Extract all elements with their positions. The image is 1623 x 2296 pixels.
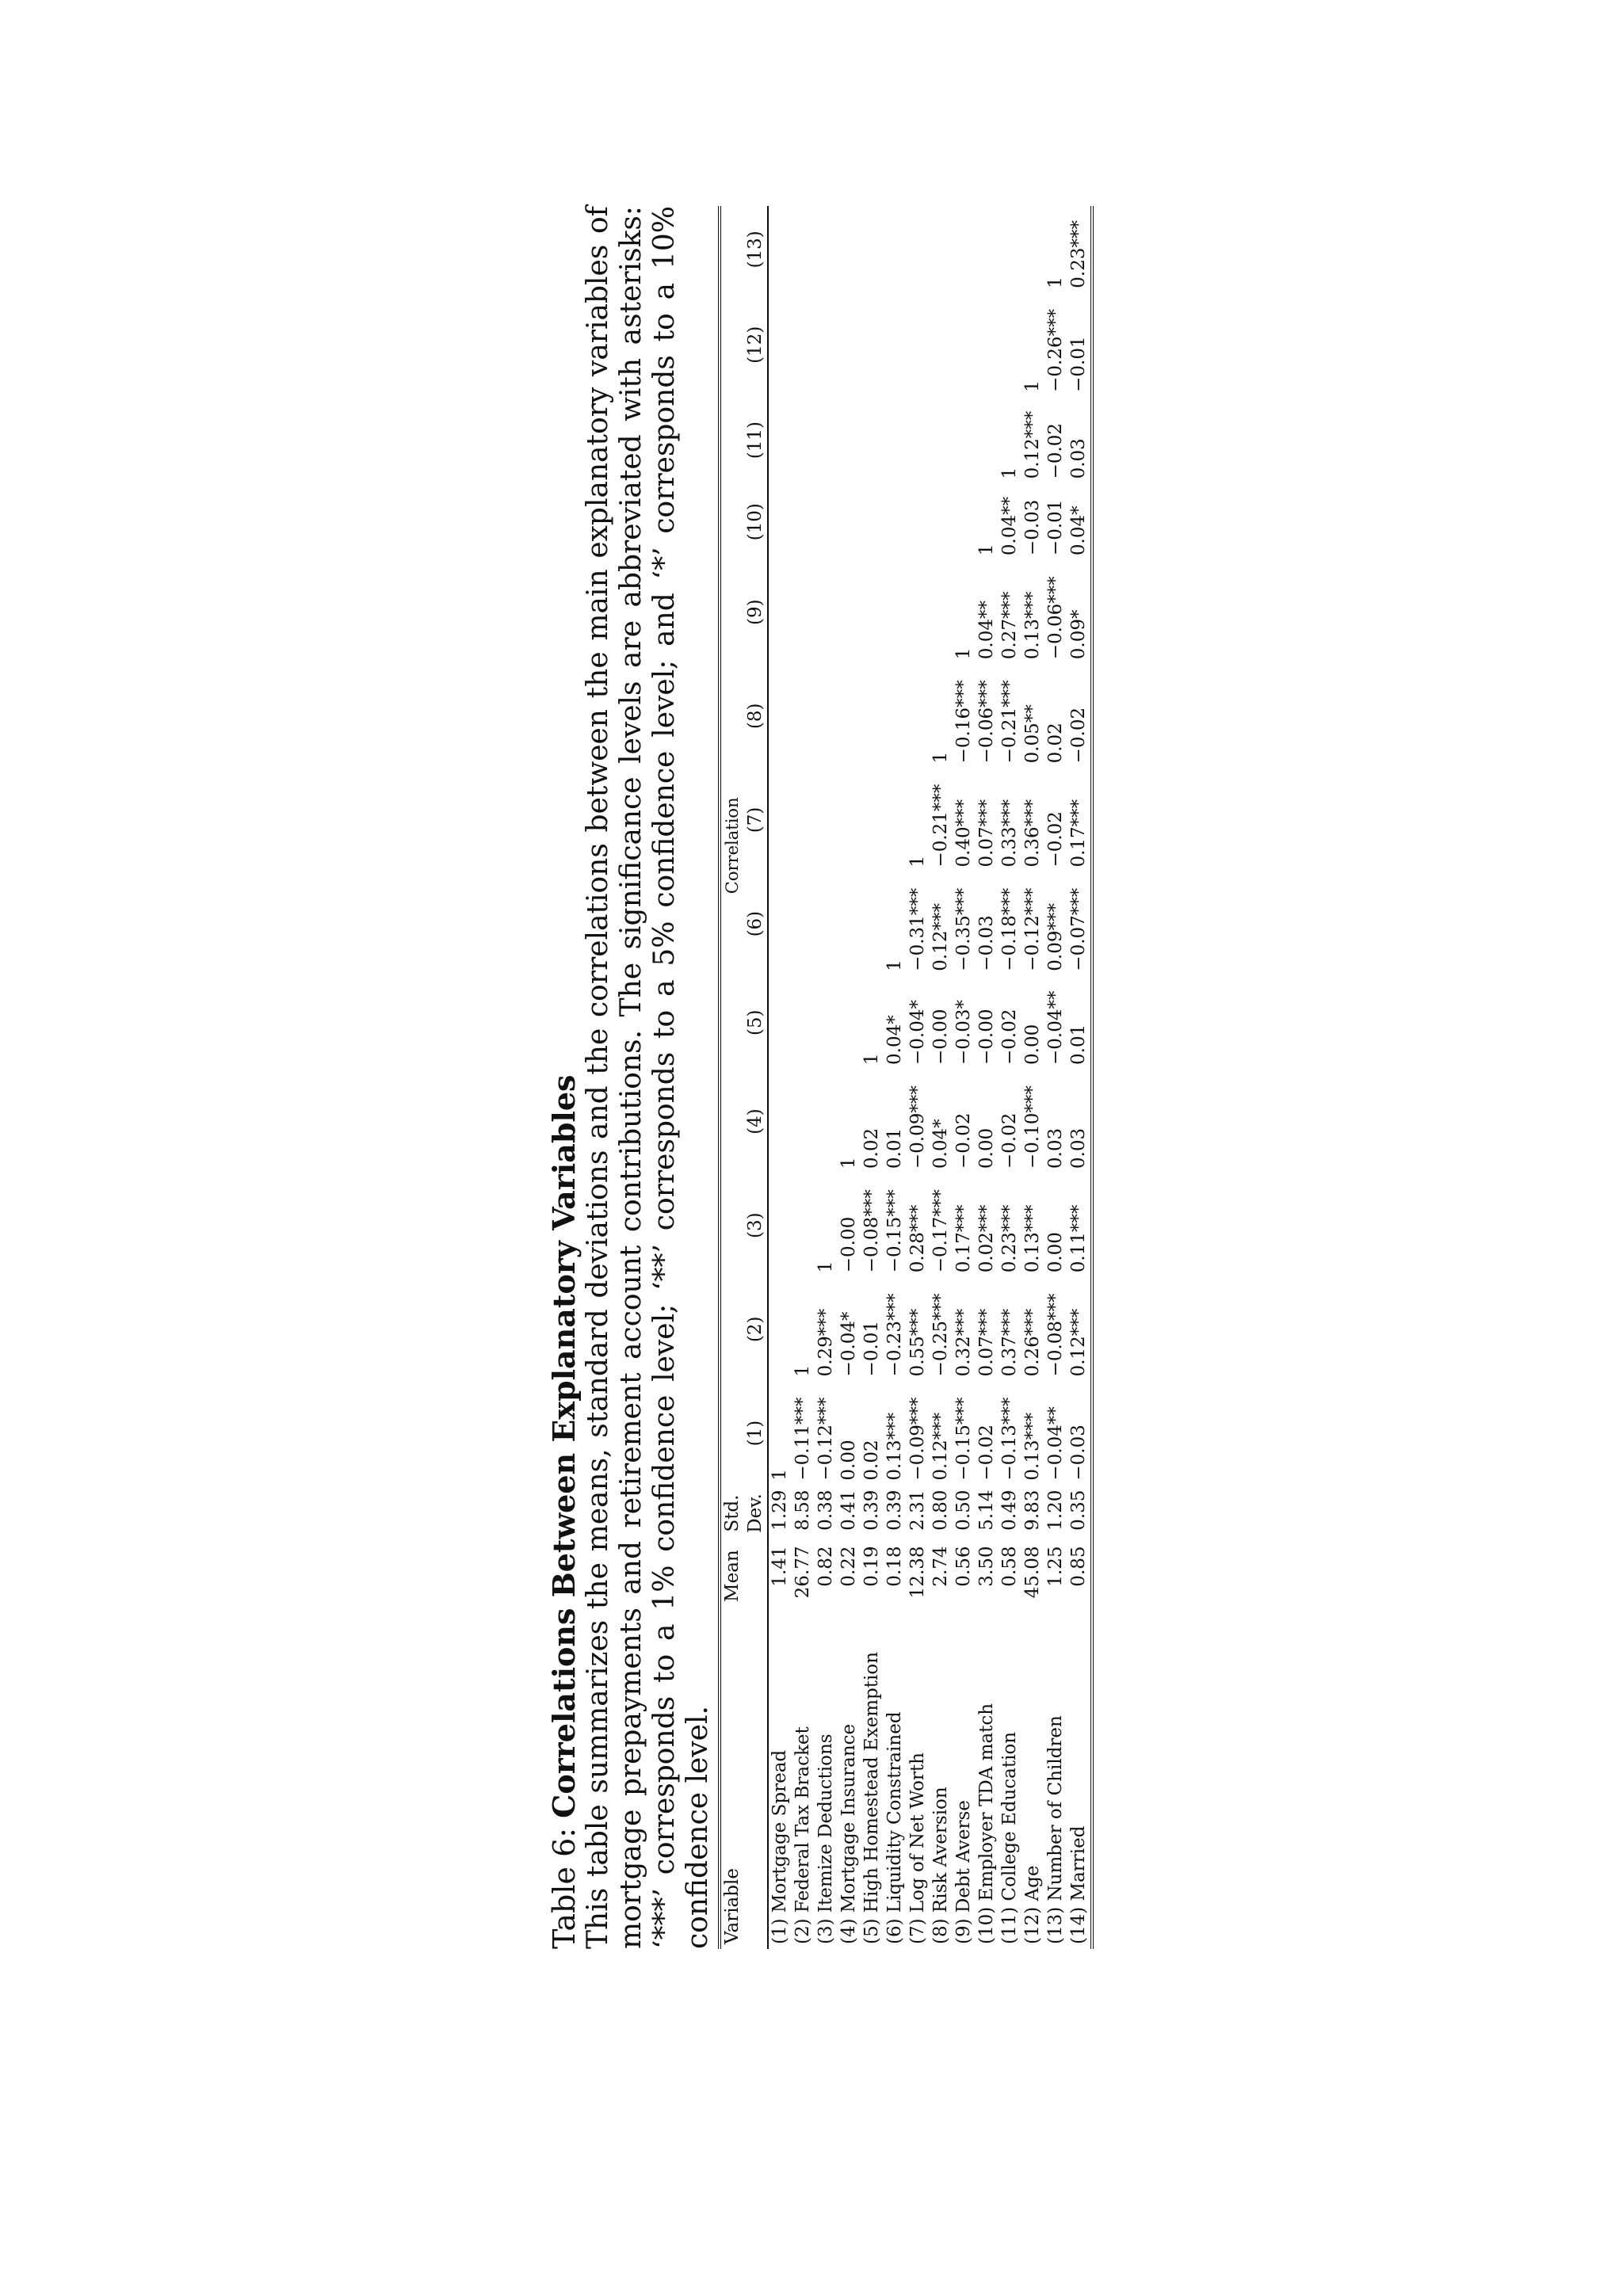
correlation-cell bbox=[953, 483, 976, 560]
correlation-cell: 0.07*** bbox=[976, 1308, 997, 1377]
correlation-cell bbox=[907, 483, 930, 560]
correlation-cell bbox=[907, 664, 930, 768]
correlation-cell: −0.08*** bbox=[1045, 1293, 1066, 1377]
correlation-cell bbox=[792, 293, 815, 397]
correlation-cell: 0.02 bbox=[1045, 723, 1066, 764]
variable-name: (14) Married bbox=[1067, 1611, 1092, 1949]
correlation-cell: −0.10*** bbox=[1022, 1085, 1043, 1169]
correlation-cell: −0.02 bbox=[999, 1112, 1020, 1169]
mean-value: 1.41 bbox=[768, 1541, 792, 1610]
correlation-cell: 0.40*** bbox=[953, 799, 974, 868]
correlation-cell: 0.02 bbox=[861, 1127, 882, 1169]
correlation-cell bbox=[907, 560, 930, 664]
variable-name: (2) Federal Tax Bracket bbox=[792, 1726, 813, 1944]
column-number-header: (4) bbox=[745, 1108, 766, 1135]
correlation-cell bbox=[815, 206, 838, 293]
correlation-cell bbox=[838, 293, 861, 397]
table-row bbox=[907, 206, 930, 1949]
correlation-cell: 0.03 bbox=[1067, 1070, 1092, 1173]
correlation-cell: −0.21*** bbox=[930, 784, 951, 868]
std-dev-value: 0.41 bbox=[838, 1489, 859, 1531]
correlation-cell: −0.17*** bbox=[930, 1189, 951, 1273]
correlation-cell: 0.12*** bbox=[930, 1412, 951, 1481]
mean-value: 26.77 bbox=[792, 1546, 813, 1599]
correlation-cell bbox=[838, 664, 861, 768]
correlation-cell: −0.15*** bbox=[884, 1189, 905, 1273]
correlation-cell: −0.00 bbox=[930, 1009, 951, 1065]
correlation-cell: 0.28*** bbox=[907, 1204, 928, 1273]
correlation-cell: −0.04** bbox=[1045, 1406, 1066, 1481]
correlation-cell: −0.35*** bbox=[953, 887, 974, 971]
column-number-header: (7) bbox=[745, 807, 766, 833]
correlation-cell bbox=[999, 206, 1022, 293]
correlation-cell bbox=[884, 206, 907, 293]
correlation-cell bbox=[768, 1173, 792, 1277]
correlation-cell bbox=[861, 664, 884, 768]
mean-value: 12.38 bbox=[907, 1546, 928, 1599]
correlation-cell bbox=[792, 206, 815, 293]
correlation-cell: 0.55*** bbox=[907, 1308, 928, 1377]
correlation-cell: 1 bbox=[930, 751, 951, 764]
std-dev-value: 0.39 bbox=[861, 1489, 882, 1531]
correlation-cell: −0.07*** bbox=[1067, 872, 1092, 976]
std-dev-value: 1.29 bbox=[768, 1486, 792, 1542]
mean-value: 0.85 bbox=[1067, 1541, 1092, 1610]
correlation-cell bbox=[838, 976, 861, 1070]
variable-name: (3) Itemize Deductions bbox=[815, 1733, 836, 1944]
correlation-cell bbox=[884, 560, 907, 664]
correlation-cell: −0.06*** bbox=[1045, 576, 1066, 660]
table-caption-heading bbox=[547, 206, 582, 1949]
correlation-cell bbox=[976, 293, 999, 397]
correlation-cell bbox=[884, 397, 907, 484]
correlation-cell bbox=[792, 976, 815, 1070]
table-row bbox=[953, 206, 976, 1949]
correlation-cell: 0.02 bbox=[861, 1440, 882, 1481]
correlation-cell bbox=[861, 768, 884, 871]
table-description: This table summarizes the means, standard deviations and the correlations between the main explanatory variables of mortgage prepayments and retirement account contributions. The significance levels are abbreviated with asterisks: ‘***’ corresponds to a 1% confidence level; ‘**’ corresponds to a 5% confidence level; and ‘*’ corresponds to a 10% confidence level. bbox=[582, 206, 714, 1949]
correlation-cell bbox=[792, 1173, 815, 1277]
correlation-cell bbox=[861, 397, 884, 484]
correlation-cell: −0.12*** bbox=[815, 1397, 836, 1481]
std-header-line2: Dev. bbox=[745, 1493, 766, 1533]
std-dev-value: 9.83 bbox=[1022, 1489, 1043, 1531]
std-dev-value: 0.38 bbox=[815, 1489, 836, 1531]
correlation-cell bbox=[976, 397, 999, 484]
correlation-cell bbox=[792, 397, 815, 484]
correlation-cell bbox=[792, 872, 815, 976]
correlation-cell: 0.17*** bbox=[1067, 768, 1092, 871]
correlation-cell bbox=[838, 483, 861, 560]
column-number-header: (8) bbox=[745, 703, 766, 730]
correlation-cell: 0.12*** bbox=[1022, 410, 1043, 479]
correlation-cell: −0.02 bbox=[1045, 422, 1066, 479]
std-dev-value: 0.80 bbox=[930, 1489, 951, 1531]
column-number-header: (1) bbox=[745, 1420, 766, 1447]
correlation-cell bbox=[838, 560, 861, 664]
table-body bbox=[768, 206, 1092, 1949]
correlation-cell: −0.11*** bbox=[792, 1397, 813, 1481]
correlation-cell: −0.06*** bbox=[976, 680, 997, 764]
correlation-cell: 1 bbox=[976, 543, 997, 556]
correlation-cell: 0.37*** bbox=[999, 1308, 1020, 1377]
correlation-cell bbox=[907, 206, 930, 293]
correlation-cell: 0.04* bbox=[884, 1015, 905, 1065]
correlation-cell: 0.05** bbox=[1022, 704, 1043, 764]
correlation-cell: −0.26*** bbox=[1045, 308, 1066, 392]
correlation-cell: −0.21*** bbox=[999, 680, 1020, 764]
table-row bbox=[861, 206, 884, 1949]
table-row bbox=[884, 206, 907, 1949]
correlation-cell: −0.03* bbox=[953, 999, 974, 1065]
correlation-cell: −0.00 bbox=[976, 1009, 997, 1065]
correlation-cell: 0.02*** bbox=[976, 1204, 997, 1273]
correlation-cell: 0.00 bbox=[1045, 1232, 1066, 1273]
column-number-header: (6) bbox=[745, 910, 766, 937]
table-row bbox=[838, 206, 861, 1949]
correlation-cell: 0.11*** bbox=[1067, 1173, 1092, 1277]
correlation-cell: 0.00 bbox=[1022, 1024, 1043, 1065]
column-number-header: (13) bbox=[745, 231, 766, 269]
correlation-cell: −0.08*** bbox=[861, 1189, 882, 1273]
correlation-cell bbox=[930, 560, 953, 664]
correlation-cell: 0.03 bbox=[1045, 1127, 1066, 1169]
correlation-cell: −0.03 bbox=[1022, 499, 1043, 556]
column-number-header: (5) bbox=[745, 1009, 766, 1036]
correlation-cell: 1 bbox=[884, 959, 905, 971]
table-label: Table 6: bbox=[547, 1827, 582, 1949]
variable-name: (10) Employer TDA match bbox=[976, 1703, 997, 1944]
correlation-cell: 0.29*** bbox=[815, 1308, 836, 1377]
column-number-header: (9) bbox=[745, 599, 766, 625]
correlation-cell: 1 bbox=[953, 647, 974, 660]
correlation-cell: −0.25*** bbox=[930, 1293, 951, 1377]
header-row-2 bbox=[744, 206, 768, 1949]
table-row bbox=[815, 206, 838, 1949]
correlation-cell: 0.27*** bbox=[999, 591, 1020, 660]
correlation-cell bbox=[768, 976, 792, 1070]
correlation-cell: 1 bbox=[861, 1053, 882, 1065]
correlation-cell: −0.31*** bbox=[907, 887, 928, 971]
variable-name: (12) Age bbox=[1022, 1865, 1043, 1944]
correlation-cell bbox=[792, 664, 815, 768]
correlation-cell bbox=[884, 293, 907, 397]
correlation-cell: 0.12*** bbox=[1067, 1277, 1092, 1381]
correlation-cell: 0.01 bbox=[884, 1127, 905, 1169]
column-number-header: (3) bbox=[745, 1212, 766, 1238]
correlation-cell bbox=[838, 397, 861, 484]
mean-value: 45.08 bbox=[1022, 1546, 1043, 1599]
correlation-cell: 1 bbox=[768, 1381, 792, 1485]
correlation-cell: 0.09*** bbox=[1045, 902, 1066, 971]
correlation-cell: 0.00 bbox=[976, 1127, 997, 1169]
mean-value: 2.74 bbox=[930, 1546, 951, 1587]
correlation-cell: 0.32*** bbox=[953, 1308, 974, 1377]
variable-name: (11) College Education bbox=[999, 1731, 1020, 1944]
std-dev-value: 0.50 bbox=[953, 1489, 974, 1531]
variable-name: (13) Number of Children bbox=[1045, 1715, 1066, 1944]
correlation-cell bbox=[838, 768, 861, 871]
correlation-cell: 0.33*** bbox=[999, 799, 1020, 868]
correlation-cell bbox=[907, 397, 930, 484]
mean-value: 0.19 bbox=[861, 1546, 882, 1587]
correlation-cell: 0.09* bbox=[1067, 560, 1092, 664]
variable-name: (6) Liquidity Constrained bbox=[884, 1711, 905, 1944]
correlation-cell bbox=[815, 293, 838, 397]
correlation-cell bbox=[815, 872, 838, 976]
std-dev-value: 8.58 bbox=[792, 1489, 813, 1531]
correlation-cell: 1 bbox=[1045, 277, 1066, 288]
variable-name: (8) Risk Aversion bbox=[930, 1787, 951, 1944]
correlation-cell: 1 bbox=[999, 467, 1020, 479]
correlation-cell: −0.02 bbox=[999, 1009, 1020, 1065]
correlation-cell bbox=[999, 293, 1022, 397]
correlation-cell bbox=[815, 560, 838, 664]
correlation-cell bbox=[907, 293, 930, 397]
correlation-cell: −0.03 bbox=[1067, 1381, 1092, 1485]
correlation-cell bbox=[930, 293, 953, 397]
mean-value: 0.18 bbox=[884, 1546, 905, 1587]
correlation-cell bbox=[861, 872, 884, 976]
correlation-cell bbox=[792, 1070, 815, 1173]
correlation-cell: 0.00 bbox=[838, 1440, 859, 1481]
correlation-cell bbox=[792, 483, 815, 560]
table-title: Correlations Between Explanatory Variables bbox=[546, 1074, 582, 1818]
correlation-cell bbox=[768, 1070, 792, 1173]
correlation-cell: −0.15*** bbox=[953, 1397, 974, 1481]
correlation-cell: −0.03 bbox=[976, 915, 997, 971]
table-row bbox=[999, 206, 1022, 1949]
correlation-cell bbox=[768, 483, 792, 560]
table-row bbox=[1022, 206, 1044, 1949]
correlation-cell: −0.01 bbox=[1067, 293, 1092, 397]
variable-header: Variable bbox=[720, 1611, 744, 1949]
correlation-cell bbox=[768, 664, 792, 768]
std-dev-value: 0.49 bbox=[999, 1489, 1020, 1531]
column-number-header: (10) bbox=[745, 503, 766, 541]
correlation-cell: −0.09*** bbox=[907, 1085, 928, 1169]
correlation-cell bbox=[815, 483, 838, 560]
correlation-cell: −0.13*** bbox=[999, 1397, 1020, 1481]
correlation-cell: 0.04** bbox=[976, 601, 997, 660]
mean-value: 0.58 bbox=[999, 1546, 1020, 1587]
column-number-header: (12) bbox=[745, 326, 766, 364]
correlation-cell: −0.12*** bbox=[1022, 887, 1043, 971]
correlation-cell bbox=[861, 560, 884, 664]
correlation-cell bbox=[815, 397, 838, 484]
mean-value: 3.50 bbox=[976, 1546, 997, 1587]
correlation-cell bbox=[884, 768, 907, 871]
correlation-cell: −0.18*** bbox=[999, 887, 1020, 971]
correlation-cell: −0.01 bbox=[861, 1320, 882, 1377]
correlation-cell bbox=[1022, 206, 1044, 293]
correlation-cell: 0.23*** bbox=[999, 1204, 1020, 1273]
correlation-header: Correlation bbox=[720, 206, 744, 1486]
correlation-cell: 1 bbox=[1022, 380, 1043, 392]
correlation-cell: 0.12*** bbox=[930, 902, 951, 971]
std-dev-value: 5.14 bbox=[976, 1489, 997, 1531]
correlation-cell bbox=[768, 293, 792, 397]
correlation-cell: 0.17*** bbox=[953, 1204, 974, 1273]
correlation-cell bbox=[792, 768, 815, 871]
correlation-cell bbox=[838, 206, 861, 293]
table-row bbox=[1044, 206, 1067, 1949]
mean-header: Mean bbox=[720, 1541, 744, 1610]
correlation-cell bbox=[815, 1070, 838, 1173]
correlation-cell: −0.02 bbox=[1067, 664, 1092, 768]
correlation-cell bbox=[861, 483, 884, 560]
table-row bbox=[768, 206, 792, 1949]
correlation-cell: 0.04* bbox=[930, 1119, 951, 1169]
std-dev-value: 0.39 bbox=[884, 1489, 905, 1531]
correlation-cell bbox=[768, 872, 792, 976]
mean-value: 0.56 bbox=[953, 1546, 974, 1587]
correlation-cell bbox=[768, 1277, 792, 1381]
correlation-cell bbox=[884, 664, 907, 768]
header-row-1 bbox=[720, 206, 744, 1949]
correlation-cell bbox=[930, 483, 953, 560]
correlation-cell: −0.02 bbox=[953, 1112, 974, 1169]
std-dev-value: 2.31 bbox=[907, 1489, 928, 1531]
correlation-cell bbox=[930, 397, 953, 484]
correlation-cell bbox=[884, 483, 907, 560]
correlation-cell: 0.13*** bbox=[884, 1412, 905, 1481]
correlation-cell bbox=[768, 768, 792, 871]
std-dev-value: 0.35 bbox=[1067, 1486, 1092, 1542]
mean-value: 1.25 bbox=[1045, 1546, 1066, 1587]
correlation-cell bbox=[953, 397, 976, 484]
correlation-cell bbox=[953, 293, 976, 397]
correlation-cell: 0.13*** bbox=[1022, 591, 1043, 660]
column-number-header: (2) bbox=[745, 1316, 766, 1343]
table-row bbox=[930, 206, 953, 1949]
correlation-cell: −0.04* bbox=[838, 1311, 859, 1377]
correlation-cell bbox=[815, 768, 838, 871]
correlation-cell: 0.01 bbox=[1067, 976, 1092, 1070]
table-row bbox=[1067, 206, 1092, 1949]
mean-value: 0.22 bbox=[838, 1546, 859, 1587]
correlation-cell: 0.13*** bbox=[1022, 1204, 1043, 1273]
correlation-cell: 0.36*** bbox=[1022, 799, 1043, 868]
correlation-cell: −0.02 bbox=[1045, 811, 1066, 868]
variable-name: (5) High Homestead Exemption bbox=[861, 1651, 882, 1944]
std-header-line1: Std. bbox=[720, 1486, 744, 1542]
correlation-cell bbox=[930, 206, 953, 293]
correlation-cell: 0.26*** bbox=[1022, 1308, 1043, 1377]
correlation-cell: 1 bbox=[792, 1364, 813, 1377]
variable-name: (1) Mortgage Spread bbox=[768, 1611, 792, 1949]
correlation-cell: 0.23*** bbox=[1067, 206, 1092, 293]
table-row bbox=[792, 206, 815, 1949]
mean-value: 0.82 bbox=[815, 1546, 836, 1587]
column-number-header: (11) bbox=[745, 421, 766, 460]
correlation-cell bbox=[768, 560, 792, 664]
correlation-cell: 0.04** bbox=[999, 496, 1020, 556]
correlation-cell: 0.03 bbox=[1067, 397, 1092, 484]
correlation-cell bbox=[815, 976, 838, 1070]
correlation-cell: −0.04** bbox=[1045, 990, 1066, 1065]
correlation-table bbox=[718, 206, 1094, 1949]
correlation-cell bbox=[861, 293, 884, 397]
rotated-page bbox=[547, 206, 1133, 1949]
variable-name: (7) Log of Net Worth bbox=[907, 1753, 928, 1944]
correlation-cell: 1 bbox=[815, 1261, 836, 1273]
variable-name: (4) Mortgage Insurance bbox=[838, 1723, 859, 1944]
correlation-cell: −0.23*** bbox=[884, 1293, 905, 1377]
correlation-cell: −0.09*** bbox=[907, 1397, 928, 1481]
correlation-cell: −0.04* bbox=[907, 999, 928, 1065]
correlation-cell: 0.04* bbox=[1067, 483, 1092, 560]
correlation-cell: 0.13*** bbox=[1022, 1412, 1043, 1481]
correlation-cell bbox=[792, 560, 815, 664]
correlation-cell bbox=[976, 206, 999, 293]
table-row bbox=[976, 206, 999, 1949]
correlation-cell: −0.00 bbox=[838, 1216, 859, 1273]
correlation-cell: 1 bbox=[838, 1157, 859, 1169]
correlation-cell: −0.16*** bbox=[953, 680, 974, 764]
correlation-cell: 0.07*** bbox=[976, 799, 997, 868]
std-dev-value: 1.20 bbox=[1045, 1489, 1066, 1531]
correlation-cell: −0.02 bbox=[976, 1425, 997, 1481]
correlation-cell bbox=[861, 206, 884, 293]
correlation-cell bbox=[953, 206, 976, 293]
correlation-cell bbox=[768, 397, 792, 484]
correlation-cell: 1 bbox=[907, 855, 928, 868]
correlation-cell bbox=[815, 664, 838, 768]
variable-name: (9) Debt Averse bbox=[953, 1800, 974, 1944]
correlation-cell bbox=[768, 206, 792, 293]
correlation-cell bbox=[838, 872, 861, 976]
correlation-cell: −0.01 bbox=[1045, 499, 1066, 556]
